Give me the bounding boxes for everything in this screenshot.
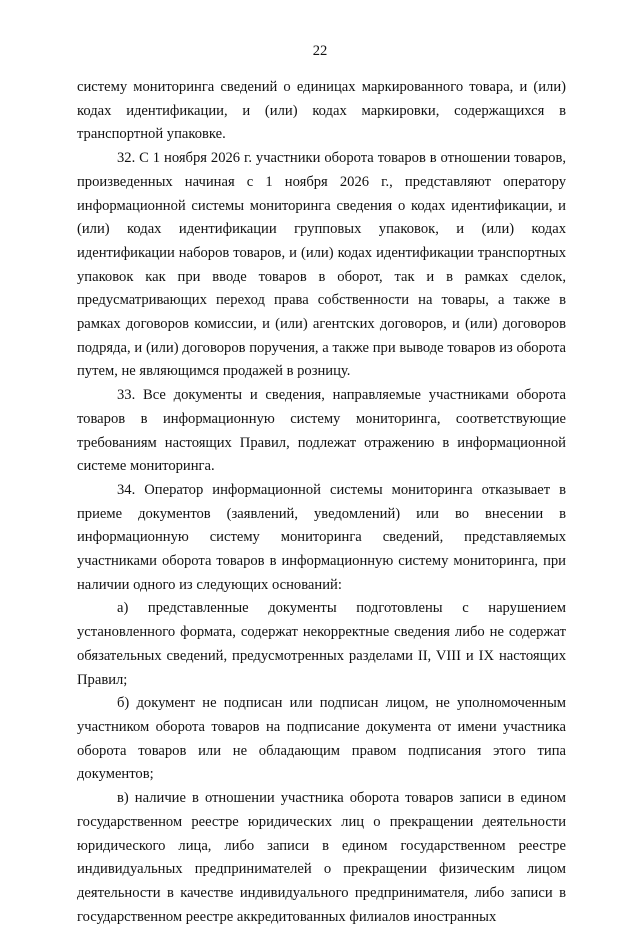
subitem-v: в) наличие в отношении участника оборота товаров записи в едином государственном реестре юридических лиц о прекращении деятельности юридического лица, либо записи в едином государственном реестре индивидуальных предпринимателей о прекращении физическим лицом деятельности в качестве индивидуального предпринимателя, либо записи в государственном реестре аккредитованных филиалов иностранных [77,790,566,925]
paragraph-33: 33. Все документы и сведения, направляемые участниками оборота товаров в информационную систему мониторинга, соответствующие требованиям настоящих Правил, подлежат отражению в информационной системе мониторинга. [77,387,566,475]
paragraph-32: 32. С 1 ноября 2026 г. участники оборота товаров в отношении товаров, произведенных начиная с 1 ноября 2026 г., представляют оператору информационной системы мониторинга сведения о кодах идентификации, и (или) кодах идентификации групповых упаковок, и (или) кодах идентификации наборов товаров, и (или) кодах идентификации транспортных упаковок как при вводе товаров в оборот, так и в рамках сделок, предусматривающих переход права собственности на товары, а также в рамках договоров комиссии, и (или) агентских договоров, и (или) договоров подряда, и (или) договоров поручения, а также при выводе товаров из оборота путем, не являющимся продажей в розницу. [77,150,566,380]
page-number: 22 [312,43,328,59]
paragraph-34: 34. Оператор информационной системы мониторинга отказывает в приеме документов (заявлений, уведомлений) или во внесении в информационную систему мониторинга сведений, представляемых участниками оборота товаров в информационную систему мониторинга, при наличии одного из следующих оснований: [77,481,566,593]
subitem-a: а) представленные документы подготовлены с нарушением установленного формата, содержат некорректные сведения либо не содержат обязательных сведений, предусмотренных разделами II, VIII и IX настоящих Правил; [77,600,566,688]
document-body [77,76,566,929]
paragraph-continuation: системy мониторинга сведений о единицах маркированного товара, и (или) кодах идентификации, и (или) кодах маркировки, содержащихся в транспортной упаковке. [77,79,566,143]
subitem-b: б) документ не подписан или подписан лицом, не уполномоченным участником оборота товаров на подписание документа от имени участника оборота товаров или не обладающим правом подписания этого типа документов; [77,695,566,783]
